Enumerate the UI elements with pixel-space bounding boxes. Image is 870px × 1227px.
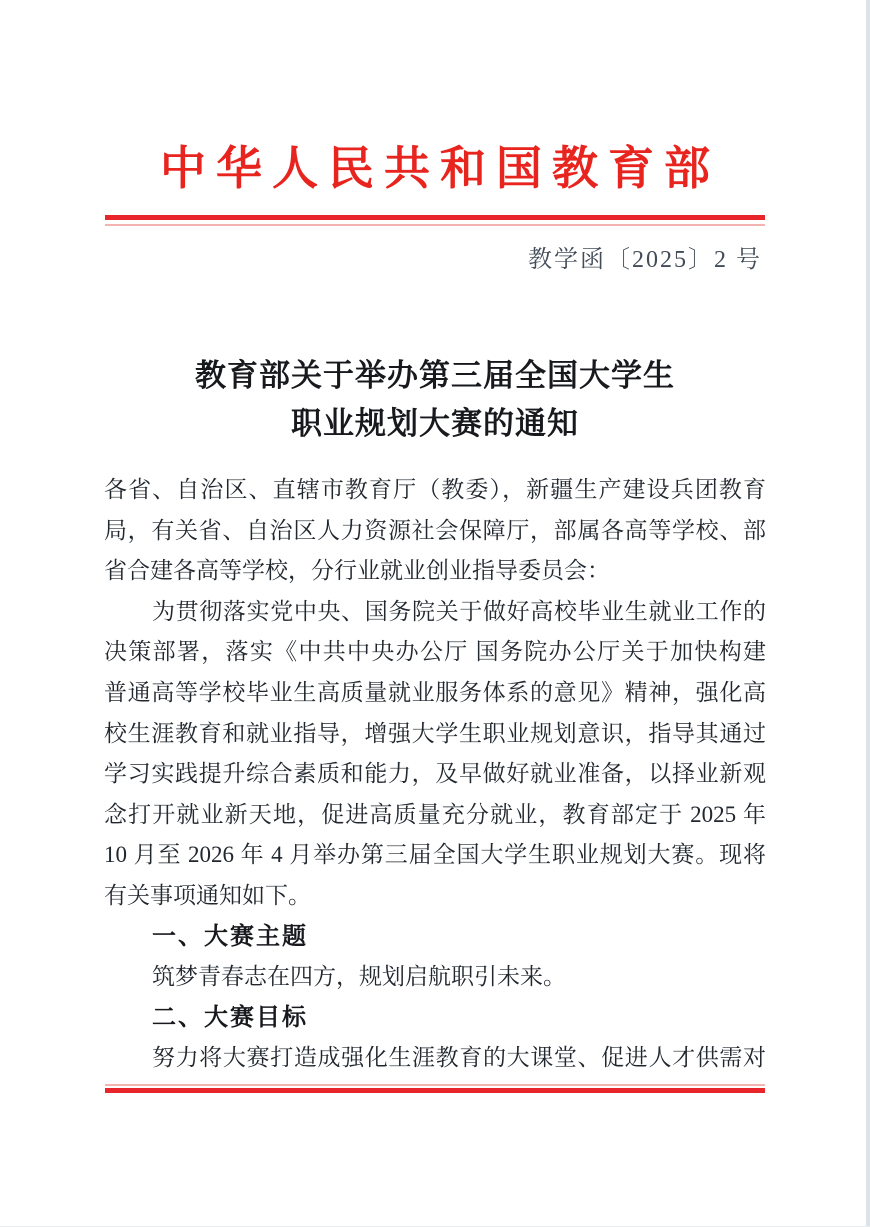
notice-body [104,470,766,1079]
notice-title [0,352,870,448]
notice-title-line-1: 教育部关于举办第三届全国大学生 [195,358,675,393]
body-line: 决策部署，落实《中共中央办公厅 国务院办公厅关于加快构建 [104,639,766,665]
notice-title-line-2: 职业规划大赛的通知 [291,406,579,441]
scrollbar-track[interactable] [866,0,870,1226]
body-line: 念打开就业新天地，促进高质量充分就业，教育部定于 2025 年 [104,801,766,827]
body-line: 局，有关省、自治区人力资源社会保障厅，部属各高等学校、部 [104,517,766,543]
body-line: 10 月至 2026 年 4 月举办第三届全国大学生职业规划大赛。现将 [104,842,766,868]
header-rule-thick [105,215,765,220]
body-line: 各省、自治区、直辖市教育厅（教委），新疆生产建设兵团教育 [104,477,766,502]
footer-rule-thin [105,1084,765,1086]
section-heading: 二、大赛目标 [152,1003,308,1031]
body-line: 筑梦青春志在四方，规划启航职引未来。 [152,964,566,990]
body-line: 有关事项通知如下。 [104,882,311,908]
body-line: 为贯彻落实党中央、国务院关于做好高校毕业生就业工作的 [152,598,766,624]
footer-rule [105,1084,765,1093]
header-rule [105,215,765,226]
doc-number: 教学函〔2025〕2 号 [528,247,762,273]
body-line: 省合建各高等学校，分行业就业创业指导委员会： [104,558,610,584]
body-line: 校生涯教育和就业指导，增强大学生职业规划意识，指导其通过 [104,720,766,746]
footer-rule-thick [105,1088,765,1093]
body-line: 普通高等学校毕业生高质量就业服务体系的意见》精神，强化高 [104,679,766,705]
section-heading: 一、大赛主题 [152,922,308,950]
org-name: 中华人民共和国教育部 [160,143,720,194]
body-line: 努力将大赛打造成强化生涯教育的大课堂、促进人才供需对 [152,1045,766,1071]
header-rule-thin [105,224,765,226]
body-line: 学习实践提升综合素质和能力，及早做好就业准备，以择业新观 [104,761,766,787]
